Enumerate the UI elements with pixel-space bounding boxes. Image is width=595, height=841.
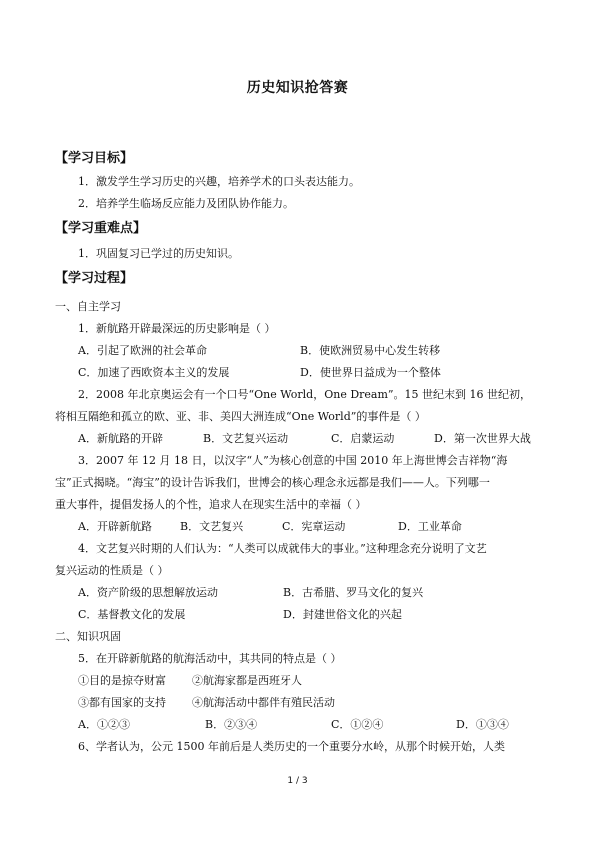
question-5-statement-4: ④航海活动中都伴有殖民活动 <box>192 696 335 709</box>
question-5-option-d: D．①③④ <box>456 718 509 731</box>
question-3-option-c: C．宪章运动 <box>282 520 346 533</box>
question-4-option-a: A．资产阶级的思想解放运动 <box>78 586 218 599</box>
question-2-option-d: D．第一次世界大战 <box>434 432 531 445</box>
question-3-option-d: D．工业革命 <box>398 520 462 533</box>
process-heading: 【学习过程】 <box>55 271 134 286</box>
question-1-option-b: B．使欧洲贸易中心发生转移 <box>300 344 441 357</box>
question-1-option-c: C．加速了西欧资本主义的发展 <box>78 366 230 379</box>
question-4-option-b: B．古希腊、罗马文化的复兴 <box>283 586 424 599</box>
question-4-option-c: C．基督教文化的发展 <box>78 608 186 621</box>
question-4-option-d: D．封建世俗文化的兴起 <box>283 608 402 621</box>
question-2-stem-line-2: 将相互隔绝和孤立的欧、亚、非、美四大洲连成“One World”的事件是（ ） <box>55 410 426 423</box>
question-5-statement-3: ③都有国家的支持 <box>78 696 166 709</box>
question-3-option-b: B．文艺复兴 <box>180 520 244 533</box>
question-3-stem-line-2: 宝”正式揭晓。“海宝”的设计告诉我们，世博会的核心理念永远都是我们——人。下列哪一 <box>55 476 490 489</box>
section-self-study: 一、自主学习 <box>55 300 121 313</box>
question-1-option-d: D．使世界日益成为一个整体 <box>300 366 441 379</box>
key-points-heading: 【学习重难点】 <box>55 221 147 236</box>
page-title: 历史知识抢答赛 <box>246 80 349 96</box>
question-3-option-a: A．开辟新航路 <box>78 520 152 533</box>
question-2-stem-line-1: 2．2008 年北京奥运会有一个口号“One World，One Dream”。15 世纪末到 16 世纪初， <box>78 388 532 401</box>
question-2-option-b: B．文艺复兴运动 <box>203 432 289 445</box>
question-4-stem-line-2: 复兴运动的性质是（ ） <box>55 564 169 577</box>
question-2-option-c: C．启蒙运动 <box>331 432 395 445</box>
question-3-stem-line-1: 3．2007 年 12 月 18 日，以汉字“人”为核心创意的中国 2010 年上海世博会吉祥物“海 <box>78 454 508 467</box>
question-4-stem-line-1: 4．文艺复兴时期的人们认为：“人类可以成就伟大的事业。”这种理念充分说明了文艺 <box>78 542 487 555</box>
question-5-statement-1: ①目的是掠夺财富 <box>78 674 166 687</box>
question-5-option-c: C．①②④ <box>331 718 384 731</box>
question-2-option-a: A．新航路的开辟 <box>78 432 163 445</box>
question-1-stem: 1．新航路开辟最深远的历史影响是（ ） <box>78 322 276 335</box>
section-consolidation: 二、知识巩固 <box>55 630 121 643</box>
question-3-stem-line-3: 重大事件，提倡发扬人的个性，追求人在现实生活中的幸福（ ） <box>55 498 367 511</box>
page-number: 1 / 3 <box>287 776 308 786</box>
question-5-stem: 5．在开辟新航路的航海活动中，其共同的特点是（ ） <box>78 652 342 665</box>
goal-item-1: 1．激发学生学习历史的兴趣，培养学术的口头表达能力。 <box>78 175 360 188</box>
question-5-option-b: B．②③④ <box>205 718 258 731</box>
question-1-option-a: A．引起了欧洲的社会革命 <box>78 344 207 357</box>
goals-heading: 【学习目标】 <box>55 151 134 166</box>
question-5-option-a: A．①②③ <box>78 718 130 731</box>
question-6-stem: 6、学者认为，公元 1500 年前后是人类历史的一个重要分水岭，从那个时候开始，人类 <box>78 740 505 753</box>
goal-item-2: 2．培养学生临场反应能力及团队协作能力。 <box>78 197 294 210</box>
question-5-statement-2: ②航海家都是西班牙人 <box>192 674 302 687</box>
key-point-item-1: 1．巩固复习已学过的历史知识。 <box>78 247 239 260</box>
